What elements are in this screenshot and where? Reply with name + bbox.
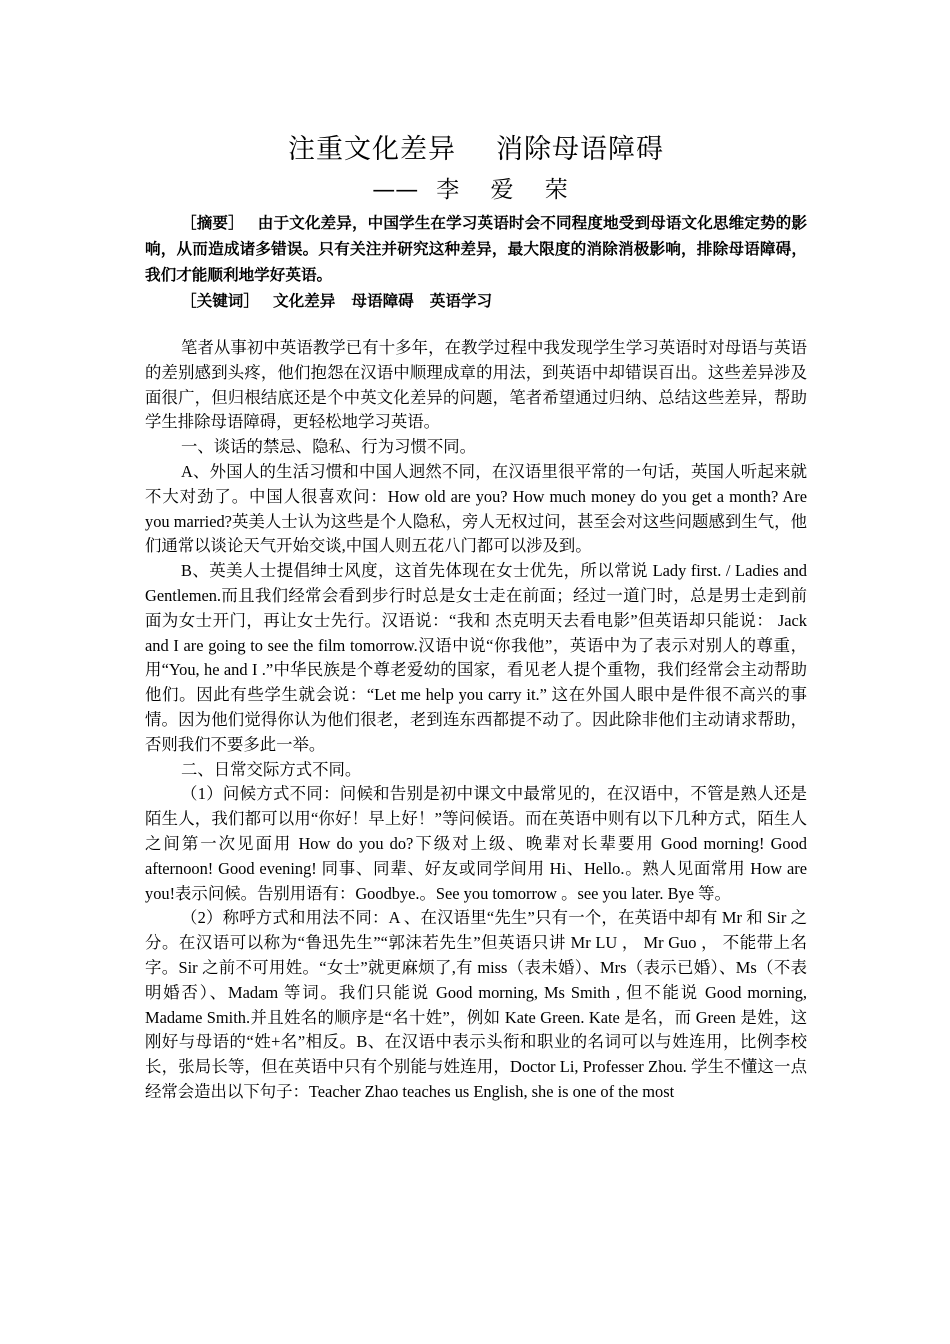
title-part-2: 消除母语障碍 [496,134,664,165]
document-page [145,130,807,1105]
title-part-1: 注重文化差异 [288,134,456,165]
body-paragraph: （1）问候方式不同：问候和告别是初中课文中最常见的，在汉语中，不管是熟人还是陌生人，我们都可以用“你好！早上好！”等问候语。而在英语中则有以下几种方式，陌生人之间第一次见面用 How do you do?下级对上级、晚辈对长辈要用 Good morning! Good afternoon! Good evening! 同事、同辈、好友或同学间用 Hi、Hello.。熟人见面常用 How are you!表示问候。告别用语有：Goodbye.。See you tomorrow 。see you later. Bye 等。 [145,784,807,903]
author-dash: —— [372,177,419,203]
abstract-text: 由于文化差异，中国学生在学习英语时会不同程度地受到母语文化思维定势的影响，从而造成诸多错误。只有关注并研究这种差异，最大限度的消除消极影响，排除母语障碍，我们才能顺利地学好英语。 [145,214,807,284]
document-title [145,130,807,170]
abstract [145,210,807,288]
abstract-label: ［摘要］ [181,214,244,232]
body-paragraph: B、英美人士提倡绅士风度，这首先体现在女士优先，所以常说 Lady first. / Ladies and Gentlemen.而且我们经常会看到步行时总是女士走在前面；经过一道门时，总是男士走到前面为女士开门，再让女士先行。汉语说：“我和 杰克明天去看电影”但英语却只能说： Jack and I are going to see the film tomorrow.汉语中说“你我他”，英语中为了表示对别人的尊重，用“You, he and I .”中华民族是个尊老爱幼的国家，看见老人提个重物，我们经常会主动帮助他们。因此有些学生就会说：“Let me help you carry it.” 这在外国人眼中是件很不高兴的事情。因为他们觉得你认为他们很老，老到连东西都提不动了。因此除非他们主动请求帮助，否则我们不要多此一举。 [145,561,807,754]
body-paragraph: A、外国人的生活习惯和中国人迥然不同，在汉语里很平常的一句话，英国人听起来就不大对劲了。中国人很喜欢问：How old are you? How much money do you get a month? Are you married?英美人士认为这些是个人隐私，旁人无权过问，甚至会对这些问题感到生气，他们通常以谈论天气开始交谈,中国人则五花八门都可以涉及到。 [145,461,807,556]
article-body [145,336,807,1105]
author-name: 李 爱 荣 [436,177,580,203]
keyword: 英语学习 [429,292,493,310]
keywords [145,288,807,314]
author-line [145,170,807,210]
keyword: 文化差异 [272,292,336,310]
section-heading-1: 一、谈话的禁忌、隐私、行为习惯不同。 [181,437,477,457]
body-paragraph: （2）称呼方式和用法不同：A 、在汉语里“先生”只有一个，在英语中却有 Mr 和 Sir 之分。在汉语可以称为“鲁迅先生”“郭沫若先生”但英语只讲 Mr LU ， Mr Guo ， 不能带上名字。Sir 之前不可用姓。“女士”就更麻烦了,有 miss（表未婚）、Mrs（表示已婚）、Ms（不表明婚否）、Madam 等词。我们只能说 Good morning, Ms Smith , 但不能说 Good morning, Madame Smith.并且姓名的顺序是“名十姓”，例如 Kate Green. Kate 是名，而 Green 是姓，这刚好与母语的“姓+名”相反。B、在汉语中表示头衔和职业的名词可以与姓连用，比例李校长，张局长等，但在英语中只有个别能与姓连用，Doctor Li, Professer Zhou. 学生不懂这一点经常会造出以下句子：Teacher Zhao teaches us English, she is one of the most [145,908,807,1101]
keyword: 母语障碍 [351,292,414,310]
intro-paragraph: 笔者从事初中英语教学已有十多年，在教学过程中我发现学生学习英语时对母语与英语的差别感到头疼，他们抱怨在汉语中顺理成章的用法，到英语中却错误百出。这些差异涉及面很广，但归根结底还是个中英文化差异的问题，笔者希望通过归纳、总结这些差异，帮助学生排除母语障碍，更轻松地学习英语。 [145,338,807,432]
keywords-label: ［关键词］ [181,292,259,310]
section-heading-2: 二、日常交际方式不同。 [181,759,362,779]
